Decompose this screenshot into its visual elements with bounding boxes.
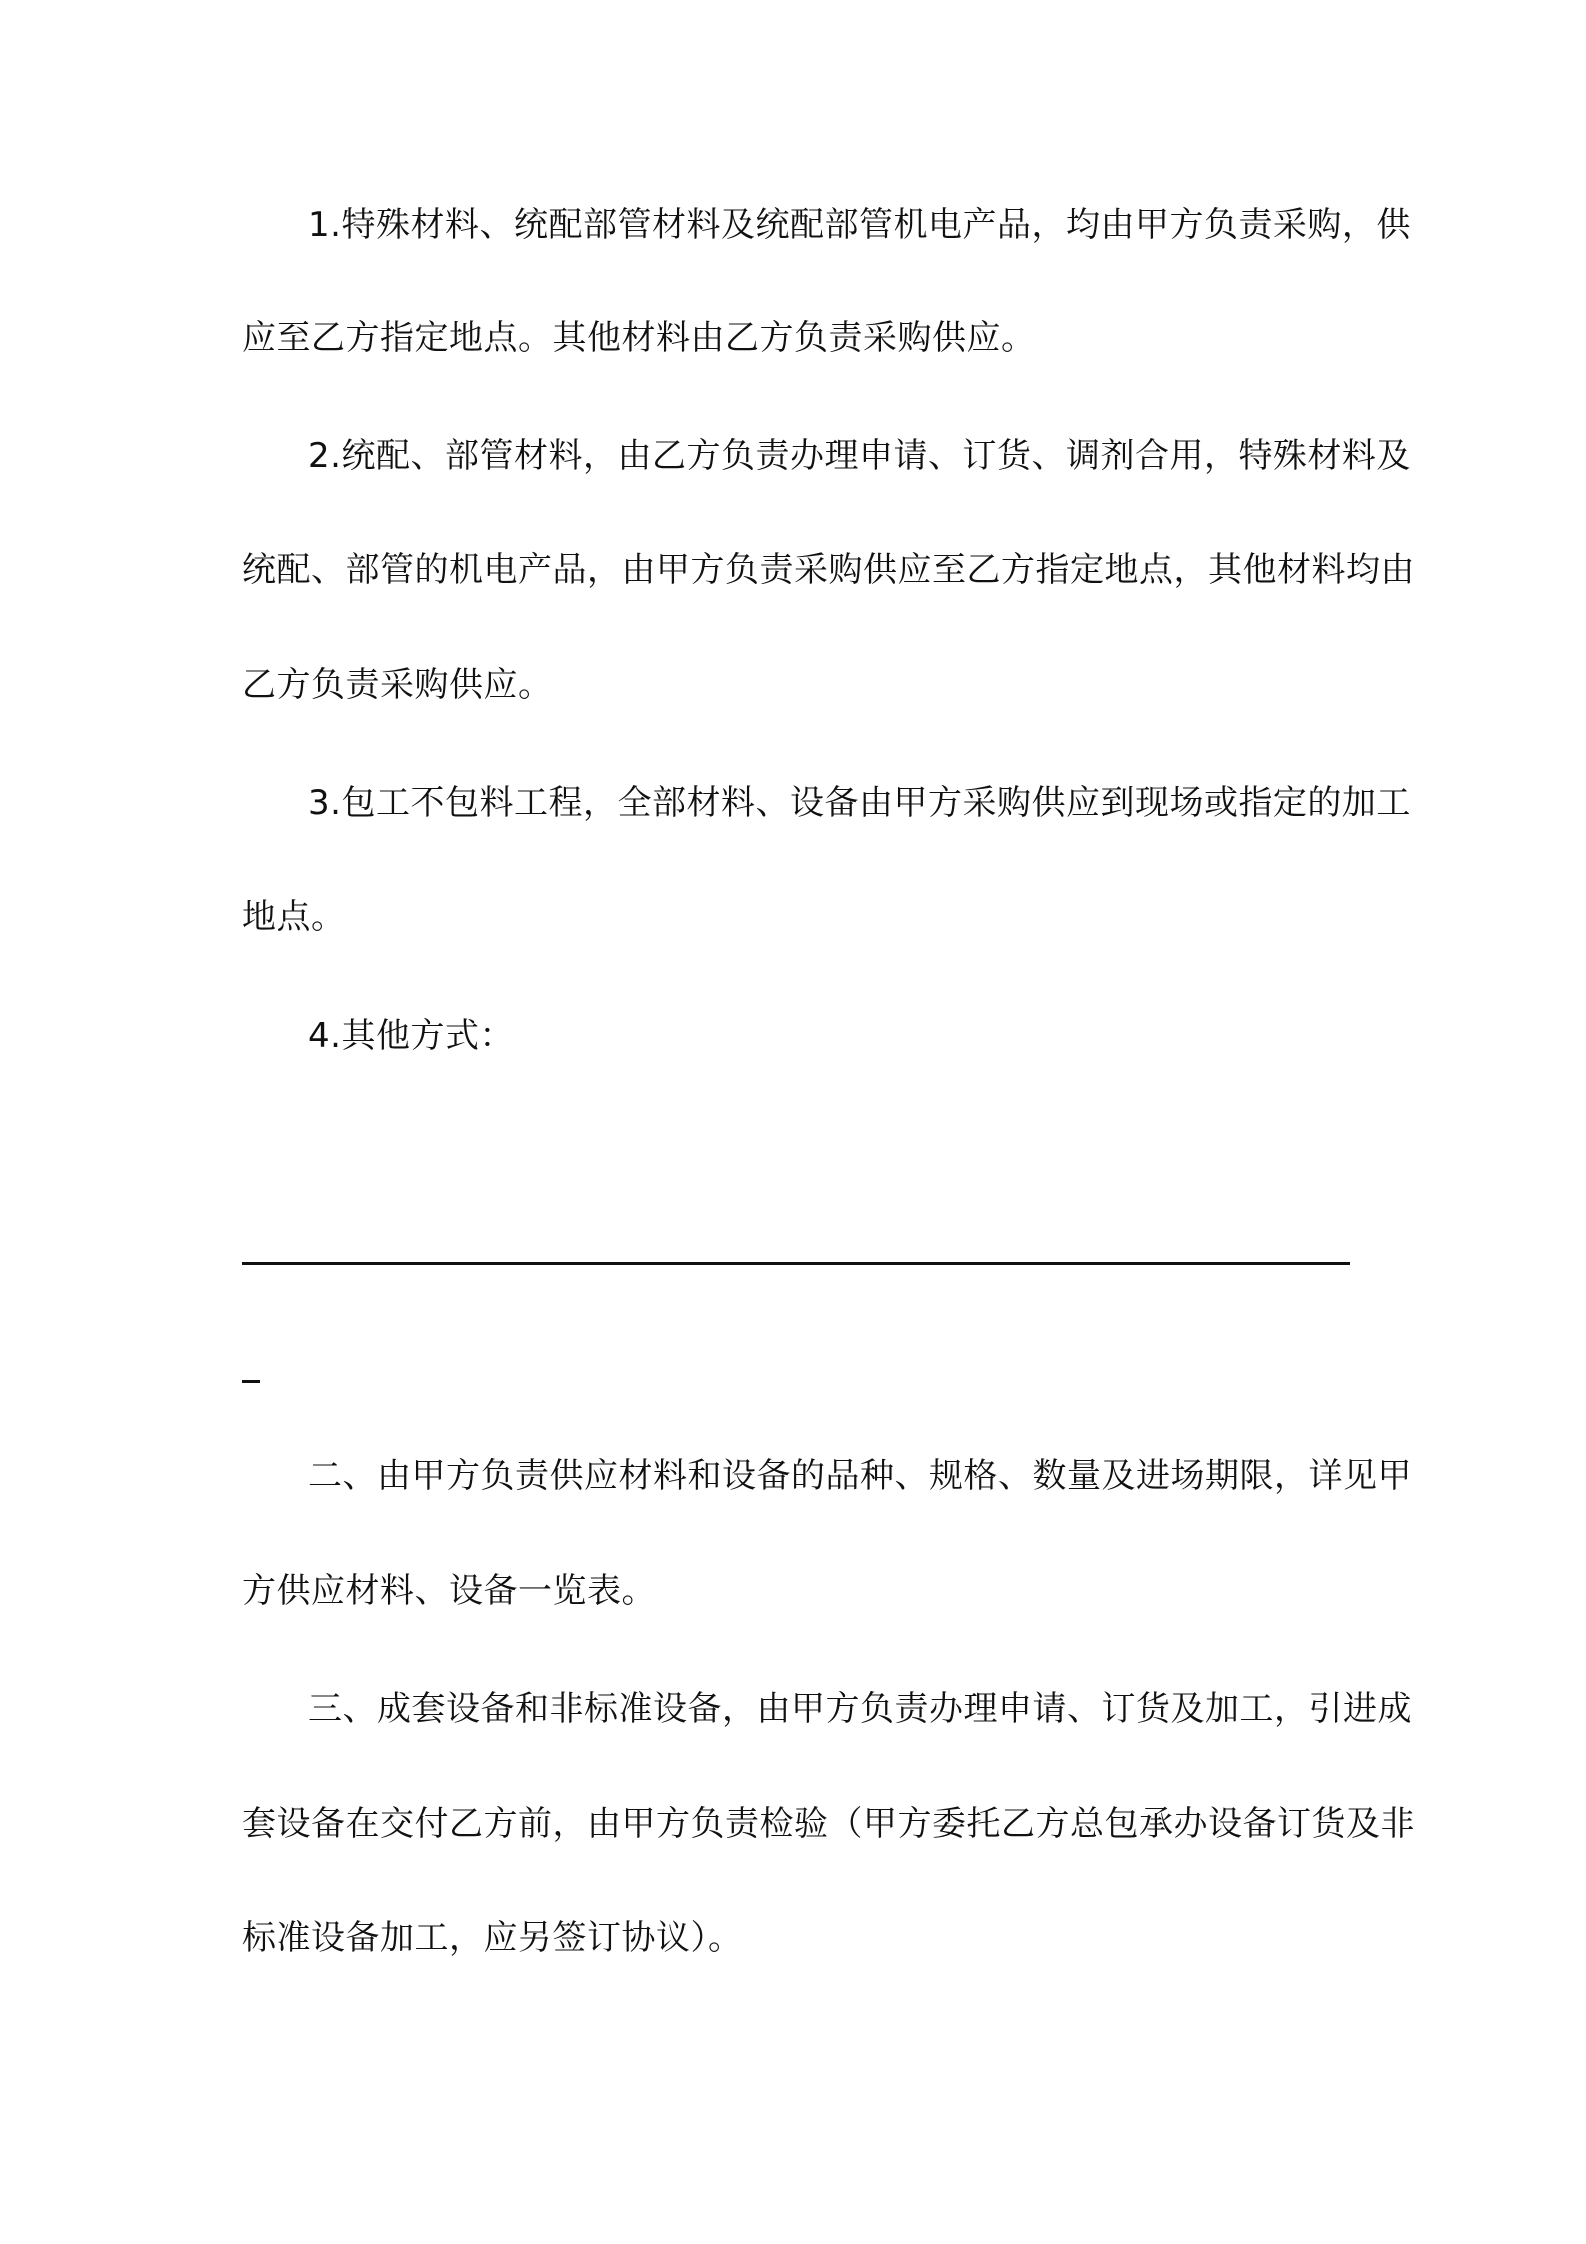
section-3-line-1: 三、成套设备和非标准设备，由甲方负责办理申请、订货及加工，引进成 — [308, 1689, 1412, 1729]
paragraph-4-line-1: 4.其他方式： — [308, 1016, 514, 1056]
section-3-line-2: 套设备在交付乙方前，由甲方负责检验（甲方委托乙方总包承办设备订货及非 — [242, 1804, 1415, 1844]
section-2-line-1: 二、由甲方负责供应材料和设备的品种、规格、数量及进场期限，详见甲 — [308, 1456, 1412, 1496]
paragraph-2-line-2: 统配、部管的机电产品，由甲方负责采购供应至乙方指定地点，其他材料均由 — [242, 550, 1415, 590]
paragraph-2-line-1: 2.统配、部管材料，由乙方负责办理申请、订货、调剂合用，特殊材料及 — [308, 436, 1411, 476]
fill-in-blank-line — [242, 1262, 1350, 1265]
paragraph-3-line-1: 3.包工不包料工程，全部材料、设备由甲方采购供应到现场或指定的加工 — [308, 783, 1411, 823]
fill-in-blank-line-tail — [242, 1380, 260, 1383]
paragraph-3-line-2: 地点。 — [242, 897, 346, 937]
section-2-line-2: 方供应材料、设备一览表。 — [242, 1571, 656, 1611]
paragraph-1-line-1: 1.特殊材料、统配部管材料及统配部管机电产品，均由甲方负责采购，供 — [308, 205, 1411, 245]
paragraph-2-line-3: 乙方负责采购供应。 — [242, 665, 553, 705]
paragraph-1-line-2: 应至乙方指定地点。其他材料由乙方负责采购供应。 — [242, 318, 1036, 358]
section-3-line-3: 标准设备加工，应另签订协议）。 — [242, 1918, 743, 1958]
